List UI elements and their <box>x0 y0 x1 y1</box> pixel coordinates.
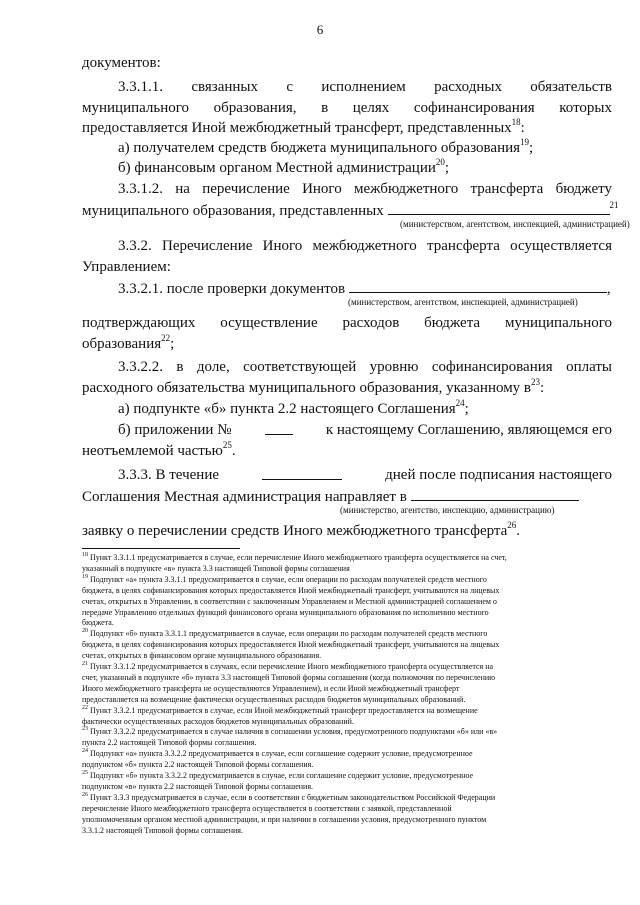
footnote-23: $^{23}$ Пункт 3.3.2.2 предусматривается в случае наличия в соглашении условия, предусмотренного подпунктами «б» или «в» <box>82 726 498 737</box>
blank-caption: (министерством, агентством, инспекцией, администрацией) <box>400 219 630 229</box>
footnote-marker: 19 <box>82 573 88 580</box>
footnote-18: $^{18}$ Пункт 3.3.1.1 предусматривается в случае, если перечисление Иного межбюджетного трансферта осуществляется на счет, <box>82 552 507 562</box>
body-line: Соглашения Местная администрация направляет в <box>82 487 612 506</box>
footnote-line: счетах, открытых в финансовом органе муниципального образования. <box>82 651 322 661</box>
footnote-24: $^{24}$ Подпункт «а» пункта 3.3.2.2 предусматривается в случае, если соглашение содержит условие, предусмотренное <box>82 748 473 759</box>
clause-3-3-2-1: 3.3.2.1. после проверки документов , <box>118 281 611 297</box>
footnote-marker: 21 <box>82 661 88 667</box>
fill-blank <box>349 279 607 293</box>
clause-3-3-1-2: 3.3.1.2. на перечисление Иного межбюджетного трансферта бюджету <box>118 181 612 197</box>
body-line: заявку о перечислении средств Иного межбюджетного трансферта$^{26}$. <box>82 520 521 539</box>
footnote-marker: 22 <box>82 704 88 711</box>
footnote-marker: 24 <box>82 748 88 755</box>
footnote-line: бюджета. <box>82 618 114 628</box>
footnote-line: счет, указанный в подпункте «б» пункта 3.3 настоящей Типовой формы соглашения (когда полномочия по перечислению <box>82 672 496 682</box>
body-line: муниципального образования, представленных $^{21}$ <box>82 200 619 219</box>
body-line: документов: <box>82 55 161 71</box>
fill-blank <box>388 201 610 215</box>
footnote-line: 3.3.1.2 настоящей Типовой формы соглашения. <box>82 825 243 835</box>
body-line: образования$^{22}$; <box>82 333 175 352</box>
body-line: предоставляется Иной межбюджетный трансферт, представленных$^{18}$: <box>82 117 525 136</box>
item-a: а) получателем средств бюджета муниципального образования$^{19}$; <box>118 137 534 156</box>
footnote-line: счетах, открытых в Управлении, в соответствии с заключенным Управлением и Местной администрацией соглашением о <box>82 596 497 606</box>
item-b: б) приложении № к настоящему Соглашению, являющемся его <box>118 422 612 438</box>
body-line: неотъемлемой частью$^{25}$. <box>82 440 236 459</box>
body-line: Управлением: <box>82 259 171 275</box>
footnote-line: подпунктом «в» пункта 2.2 настоящей Типовой формы соглашения. <box>82 781 313 791</box>
footnote-line: передаче Управлению отдельных функций финансового органа муниципального образования по исполнению местного <box>82 607 489 617</box>
footnote-marker: 23 <box>82 726 88 733</box>
footnote-line: бюджета, в целях софинансирования которых предоставляется Иной межбюджетный трансферт, учитываются на лицевых <box>82 640 500 650</box>
footnote-line: подпунктом «б» пункта 2.2 настоящей Типовой формы соглашения. <box>82 760 314 770</box>
clause-3-3-3: 3.3.3. В течение дней после подписания настоящего <box>118 467 612 483</box>
body-line: муниципального образования, в целях софинансирования которых <box>82 100 612 116</box>
footnote-line: пункта 2.2 настоящей Типовой формы соглашения. <box>82 738 257 748</box>
clause-3-3-2: 3.3.2. Перечисление Иного межбюджетного трансферта осуществляется <box>118 238 612 254</box>
footnote-marker: 18 <box>82 552 88 558</box>
footnote-line: бюджета, в целях софинансирования которых предоставляется Иной межбюджетный трансферт, учитываются на лицевых <box>82 585 500 595</box>
footnote-20: $^{20}$ Подпункт «б» пункта 3.3.1.1 предусматривается в случае, если операции по расходам получателей средств местного <box>82 628 488 639</box>
footnote-separator <box>82 548 240 549</box>
fill-blank <box>411 487 579 501</box>
footnote-21: $^{21}$ Пункт 3.3.1.2 предусматривается в случаях, если перечисление Иного межбюджетного трансферта осуществляется на <box>82 661 494 671</box>
blank-caption: (министерство, агентство, инспекцию, администрацию) <box>340 505 555 515</box>
item-b: б) финансовым органом Местной администрации$^{20}$; <box>118 157 450 176</box>
clause-3-3-1-1: 3.3.1.1. связанных с исполнением расходных обязательств <box>118 79 612 95</box>
footnote-22: $^{22}$ Пункт 3.3.2.1 предусматривается в случае, если Иной межбюджетный трансферт предоставляется на возмещение <box>82 704 478 715</box>
fill-blank <box>265 421 293 435</box>
footnote-19: $^{19}$ Подпункт «а» пункта 3.3.1.1 предусматривается в случае, если операции по расходам получателей средств местного <box>82 573 487 584</box>
footnote-line: Иного межбюджетного трансферта не осуществляются Управлением), и если Иной межбюджетный трансферт <box>82 683 460 693</box>
footnote-line: перечисление Иного межбюджетного трансферта осуществляется в соответствии с заявкой, представленной <box>82 803 452 813</box>
fill-blank <box>262 466 342 480</box>
blank-caption: (министерством, агентством, инспекцией, администрацией) <box>348 297 578 307</box>
footnote-marker: 26 <box>82 791 88 798</box>
footnote-line: предоставляется на возмещение фактически осуществленных расходов бюджетов муниципальных образований. <box>82 694 466 704</box>
footnote-line: фактически осуществленных расходов бюджетов муниципальных образований. <box>82 716 354 726</box>
footnote-line: указанный в подпункте «в» пункта 3.3 настоящей Типовой формы соглашения <box>82 563 350 573</box>
body-line: подтверждающих осуществление расходов бюджета муниципального <box>82 315 612 331</box>
page-number: 6 <box>316 22 324 37</box>
footnote-25: $^{25}$ Подпункт «б» пункта 3.3.2.2 предусматривается в случае, если соглашение содержит условие, предусмотренное <box>82 770 474 780</box>
footnote-marker: 20 <box>82 628 88 635</box>
clause-3-3-2-2: 3.3.2.2. в доле, соответствующей уровню софинансирования оплаты <box>118 359 612 375</box>
footnote-line: уполномоченным органом местной администрации, и при наличии в соглашении условия, предусмотренного пунктом <box>82 814 487 824</box>
body-line: расходного обязательства муниципального образования, указанному $в^{23}$: <box>82 377 545 396</box>
item-a: а) подпункте «б» пункта 2.2 настоящего Соглашения$^{24}$; <box>118 398 469 417</box>
footnote-26: $^{26}$ Пункт 3.3.3 предусматривается в случае, если в соответствии с бюджетным законодательством Российской Федерации <box>82 791 496 802</box>
footnote-marker: 25 <box>82 770 88 776</box>
